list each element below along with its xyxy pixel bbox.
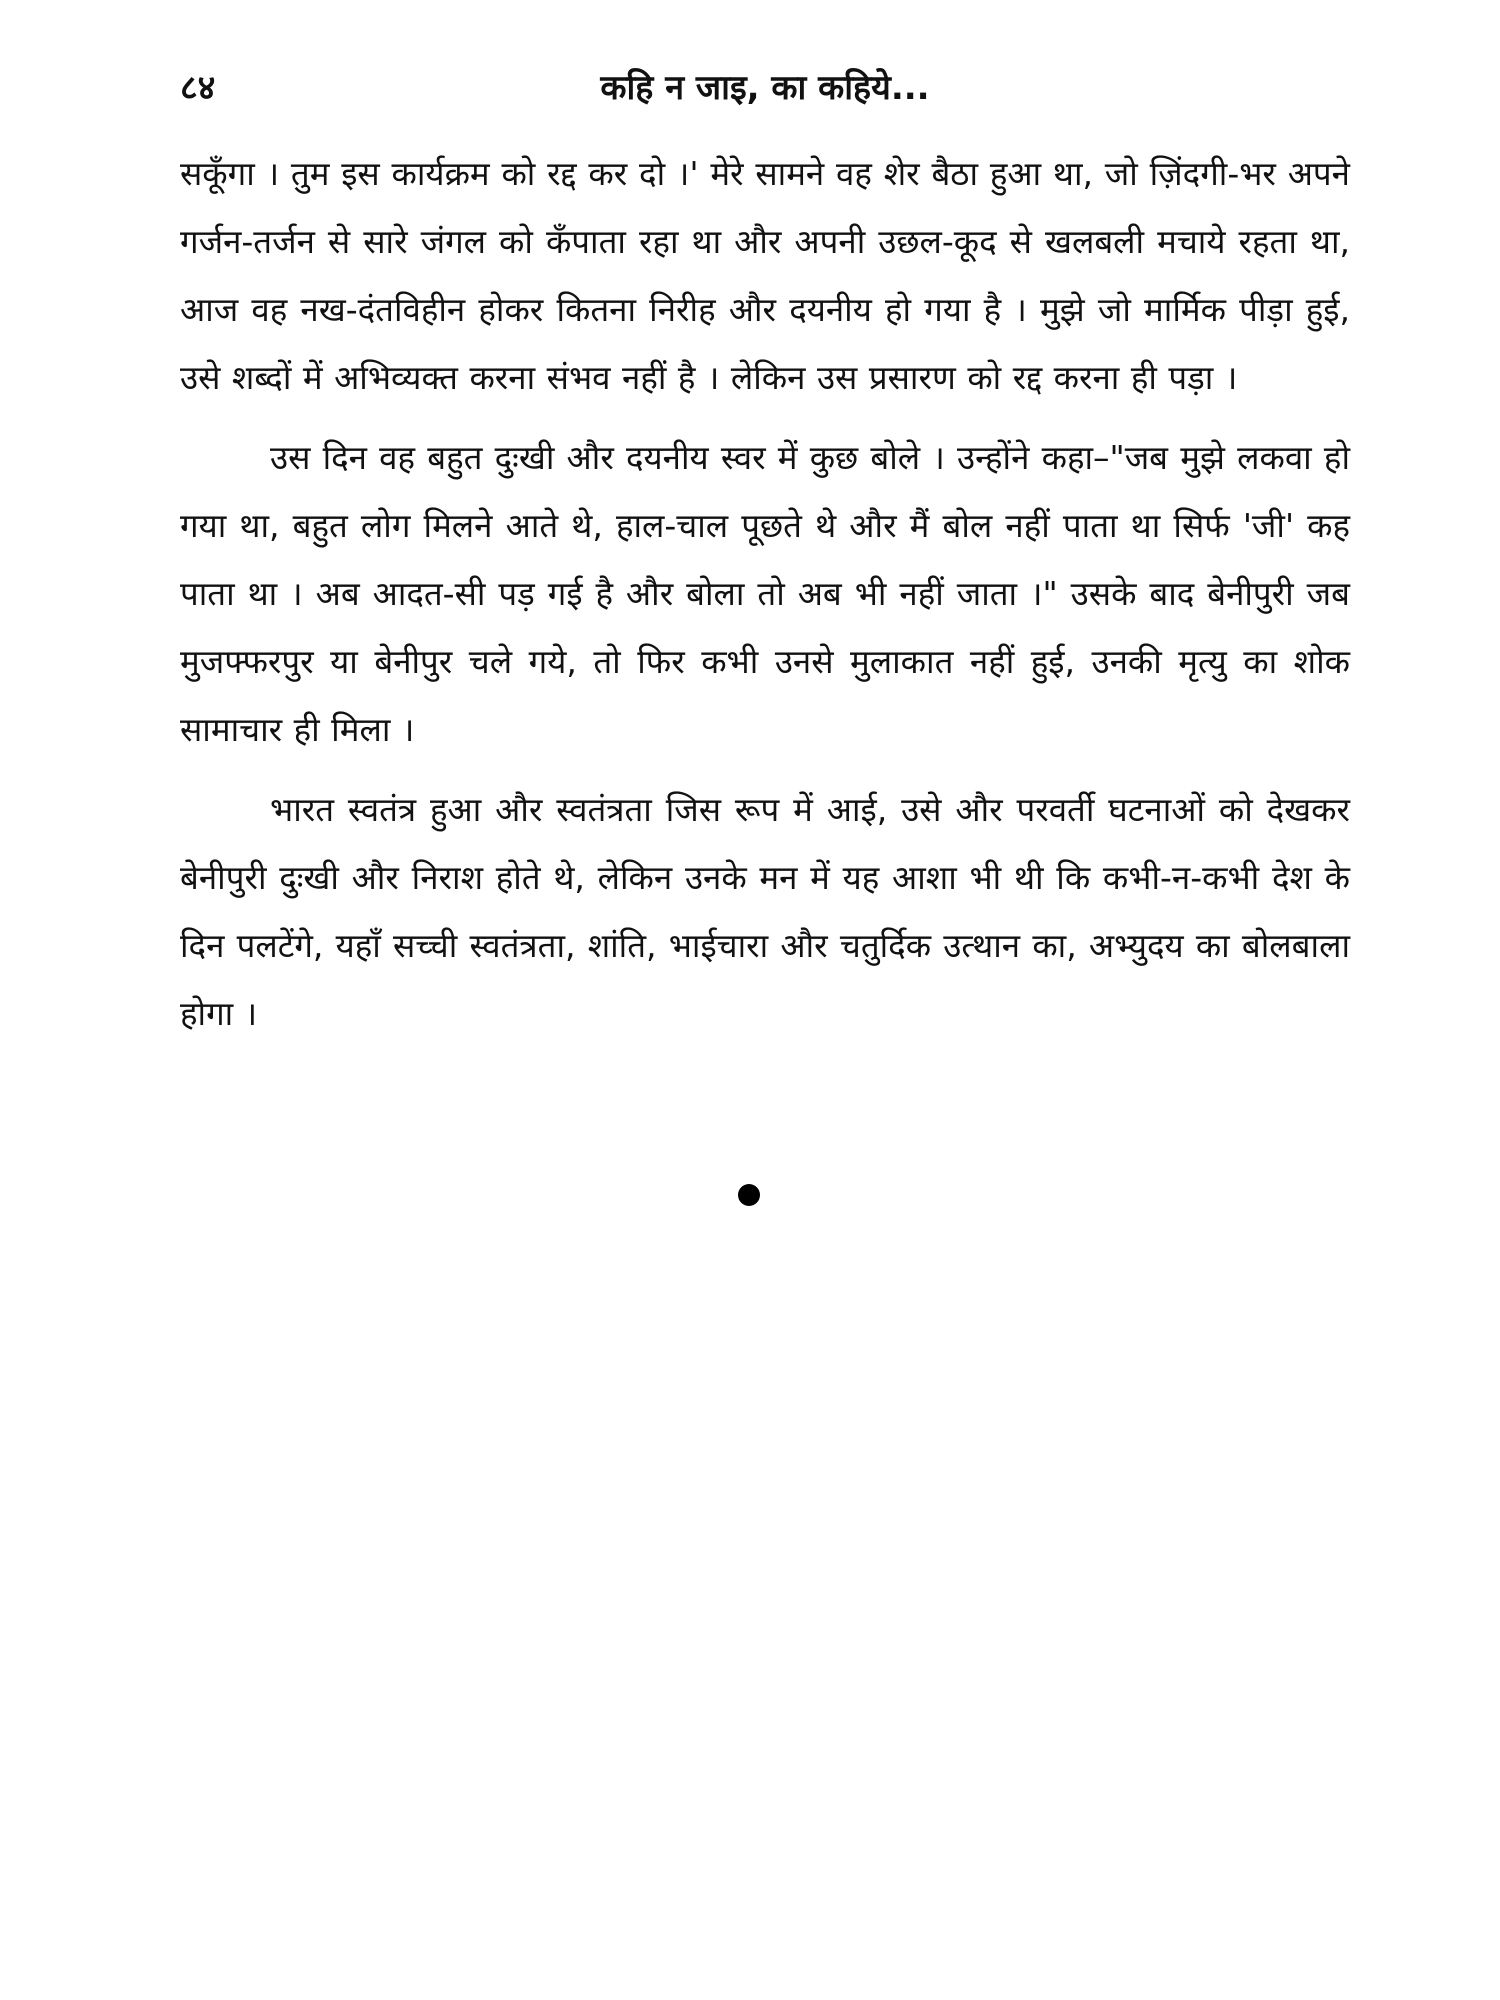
bullet-dot-icon xyxy=(738,1184,760,1206)
paragraph-2: उस दिन वह बहुत दुःखी और दयनीय स्वर में कुछ बोले । उन्होंने कहा–"जब मुझे लकवा हो गया था, बहुत लोग मिलने आते थे, हाल-चाल पूछते थे और मैं बोल नहीं पाता था सिर्फ 'जी' कह पाता था । अब आदत-सी पड़ गई है और बोला तो अब भी नहीं जाता ।" उसके बाद बेनीपुरी जब मुजफ्फरपुर या बेनीपुर चले गये, तो फिर कभी उनसे मुलाकात नहीं हुई, उनकी मृत्यु का शोक सामाचार ही मिला । xyxy=(180,438,1350,749)
running-title: कहि न जाइ, का कहिये... xyxy=(600,68,930,108)
paragraph-3: भारत स्वतंत्र हुआ और स्वतंत्रता जिस रूप में आई, उसे और परवर्ती घटनाओं को देखकर बेनीपुरी दुःखी और निराश होते थे, लेकिन उनके मन में यह आशा भी थी कि कभी-न-कभी देश के दिन पलटेंगे, यहाँ सच्ची स्वतंत्रता, शांति, भाईचारा और चतुर्दिक उत्थान का, अभ्युदय का बोलबाला होगा । xyxy=(180,790,1350,1033)
running-head xyxy=(180,58,1350,118)
body-text xyxy=(180,140,1350,1048)
paragraph-1: सकूँगा । तुम इस कार्यक्रम को रद्द कर दो ।' मेरे सामने वह शेर बैठा हुआ था, जो ज़िंदगी-भर अपने गर्जन-तर्जन से सारे जंगल को कँपाता रहा था और अपनी उछल-कूद से खलबली मचाये रहता था, आज वह नख-दंतविहीन होकर कितना निरीह और दयनीय हो गया है । मुझे जो मार्मिक पीड़ा हुई, उसे शब्दों में अभिव्यक्त करना संभव नहीं है । लेकिन उस प्रसारण को रद्द करना ही पड़ा । xyxy=(180,154,1350,397)
page-number: ८४ xyxy=(180,68,216,108)
